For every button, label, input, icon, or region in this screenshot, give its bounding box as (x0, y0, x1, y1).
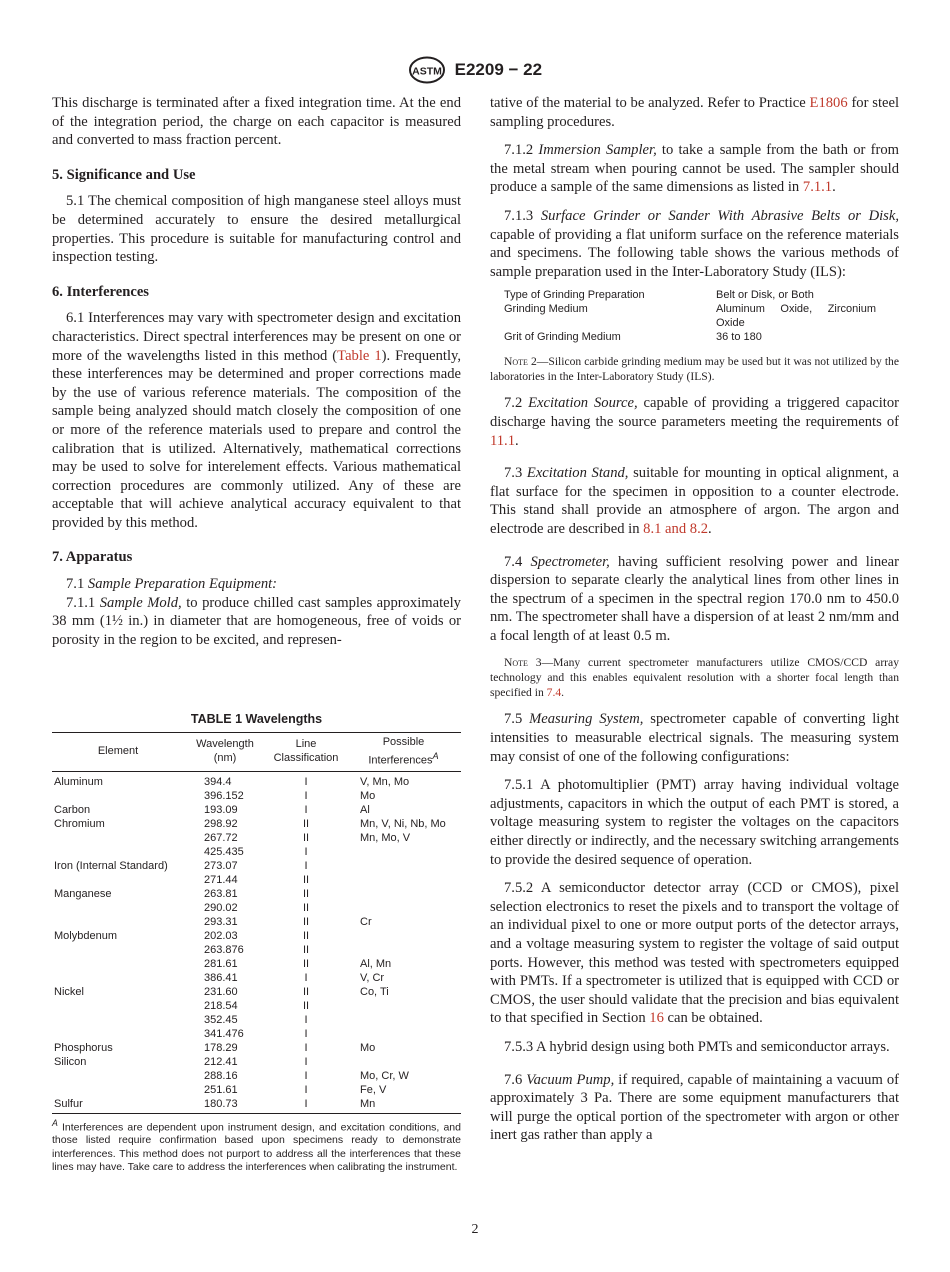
cell-interferences: Mn, V, Ni, Nb, Mo (360, 817, 446, 830)
cell-line-classification: I (304, 803, 308, 816)
table-row (52, 901, 461, 915)
cell-interferences: Mn, Mo, V (360, 831, 411, 844)
note-3: Note 3—Many current spectrometer manufacturers utilize CMOS/CCD array technology and this enables equivalent resolution with a shorter focal length than specified in 7.4. (490, 656, 899, 700)
paragraph-7-4: 7.4 Spectrometer, having sufficient resolving power and linear dispersion to separate clearly the analytical lines from other lines in the spectrum of a specimen in the spectral region 170.0 nm to 450.0 nm. The spectrometer shall have a dispersion of at least 2 nm/mm and a focal length of at least 0.5 m. (490, 553, 899, 644)
col-header-interferences: Possible Interferences$^A$ (368, 736, 439, 767)
cell-interferences: Al (360, 803, 370, 816)
cell-element: Carbon (54, 803, 91, 816)
section-11-1-link[interactable]: 11.1 (490, 432, 515, 449)
cell-line-classification: II (302, 831, 310, 844)
cell-wavelength: 425.435 (204, 845, 244, 858)
section-7-heading: 7. Apparatus (52, 549, 133, 566)
section-5-heading: 5. Significance and Use (52, 166, 196, 183)
table-row (52, 971, 461, 985)
left-column (52, 94, 461, 649)
cell-line-classification: I (304, 789, 308, 802)
cell-line-classification: II (302, 817, 310, 830)
cell-interferences (346, 929, 461, 943)
cell-line-classification: II (302, 887, 310, 900)
section-7-1-1-link[interactable]: 7.1.1 (802, 179, 833, 196)
cell-interferences (346, 943, 461, 957)
table-row (52, 845, 461, 859)
table-body (52, 771, 461, 1113)
table-row (52, 1097, 461, 1114)
cell-interferences (346, 999, 461, 1013)
cell-wavelength: 218.54 (204, 999, 238, 1012)
cell-wavelength: 202.03 (204, 929, 238, 942)
cell-wavelength: 394.4 (204, 775, 232, 788)
prep-row: Grinding Medium Aluminum Oxide, Zirconium Oxide (504, 303, 876, 330)
cell-interferences: Fe, V (360, 1083, 387, 1096)
cell-element (52, 1027, 184, 1041)
cell-element (52, 957, 184, 971)
grinding-prep-table (504, 288, 899, 344)
section-7-4-link[interactable]: 7.4 (546, 686, 562, 700)
cell-element: Sulfur (54, 1097, 83, 1110)
table-row (52, 943, 461, 957)
cell-line-classification: II (302, 929, 310, 942)
cell-line-classification: II (302, 915, 310, 928)
col-header-wavelength: Wavelength (nm) (196, 738, 254, 764)
cell-interferences (346, 873, 461, 887)
table-row (52, 1041, 461, 1055)
cell-element (52, 873, 184, 887)
paragraph-7-1-3: 7.1.3 Surface Grinder or Sander With Abrasive Belts or Disk, capable of providing a flat uniform surface on the reference materials and specimens. The following table shows the various methods of sample preparation used in the Inter-Laboratory Study (ILS): (490, 207, 899, 280)
table-row (52, 999, 461, 1013)
table-1-link[interactable]: Table 1 (337, 347, 382, 364)
cell-wavelength: 290.02 (204, 901, 238, 914)
cell-interferences (346, 1055, 461, 1069)
cell-element (52, 831, 184, 845)
cell-element: Iron (Internal Standard) (54, 859, 168, 872)
cell-element (52, 1013, 184, 1027)
paragraph-7-5-2: 7.5.2 A semiconductor detector array (CCD or CMOS), pixel selection electronics to reset the pixels and to transport the voltage of an individual pixel to one or more output ports of the detector arrays, and a voltage measuring system to register the voltage of said output ports. However, this method was tested with spectrometers equipped with PMTs. If a spectrometer is utilized that is equipped with CCD or CMOS, the user should validate that the precision and bias equivalent to that specified in Section 16 can be obtained. (490, 880, 899, 1027)
cell-element: Phosphorus (54, 1041, 113, 1054)
section-8-1-8-2-link[interactable]: 8.1 and 8.2 (643, 520, 709, 537)
table-row (52, 1069, 461, 1083)
cell-wavelength: 386.41 (204, 971, 238, 984)
cell-interferences: Mo (360, 789, 376, 802)
cell-element: Manganese (54, 887, 112, 900)
table-header-row (52, 733, 461, 772)
table-row (52, 817, 461, 831)
cell-interferences: Mn (360, 1097, 376, 1110)
cell-wavelength: 352.45 (204, 1013, 238, 1026)
cell-wavelength: 396.152 (204, 789, 244, 802)
cell-wavelength: 178.29 (204, 1041, 238, 1054)
paragraph-7-2: 7.2 Excitation Source, capable of providing a triggered capacitor discharge having the source parameters meeting the requirements of 11.1. (490, 395, 899, 449)
cell-interferences: Mo, Cr, W (360, 1069, 409, 1082)
cell-interferences (346, 887, 461, 901)
page-number: 2 (471, 1222, 479, 1237)
table-row (52, 915, 461, 929)
cell-line-classification: I (304, 1097, 308, 1110)
col-header-line-classification: Line Classification (273, 738, 339, 764)
paragraph-7-5: 7.5 Measuring System, spectrometer capable of converting light intensities to measurable electrical signals. The measuring system may consist of one of the following configurations: (490, 711, 899, 765)
cell-interferences: Cr (360, 915, 372, 928)
cell-element: Aluminum (54, 775, 103, 788)
cell-wavelength: 341.476 (204, 1027, 244, 1040)
table-row (52, 771, 461, 789)
table-row (52, 1083, 461, 1097)
cell-interferences (346, 901, 461, 915)
cell-element: Chromium (54, 817, 105, 830)
cell-interferences (346, 859, 461, 873)
cell-wavelength: 267.72 (204, 831, 238, 844)
cell-element (52, 943, 184, 957)
cell-element (52, 999, 184, 1013)
cell-interferences: Al, Mn (360, 957, 392, 970)
cell-wavelength: 288.16 (204, 1069, 238, 1082)
cell-line-classification: II (302, 985, 310, 998)
cell-line-classification: I (304, 1055, 308, 1068)
cell-element (52, 1083, 184, 1097)
paragraph-7-1-1: 7.1.1 Sample Mold, to produce chilled cast samples approximately 38 mm (1½ in.) in diameter that are homogeneous, free of voids or porosity in the region to be excited, and represen- (52, 594, 461, 648)
cell-wavelength: 298.92 (204, 817, 238, 830)
cell-element (52, 971, 184, 985)
cell-interferences: V, Mn, Mo (360, 775, 410, 788)
right-column (490, 94, 899, 1145)
section-16-link[interactable]: 16 (649, 1010, 664, 1027)
cell-wavelength: 193.09 (204, 803, 238, 816)
cell-line-classification: I (304, 845, 308, 858)
cell-line-classification: II (302, 957, 310, 970)
paragraph-7-5-3: 7.5.3 A hybrid design using both PMTs and semiconductor arrays. (504, 1038, 890, 1055)
cell-wavelength: 263.876 (204, 943, 244, 956)
table-row (52, 859, 461, 873)
paragraph-7-6: 7.6 Vacuum Pump, if required, capable of maintaining a vacuum of approximately 3 Pa. There are some equipment manufacturers that will purge the optical portion of the spectrometer with argon or other inert gas rather than apply a (490, 1071, 899, 1144)
cell-wavelength: 293.31 (204, 915, 238, 928)
cell-line-classification: II (302, 901, 310, 914)
table-row (52, 957, 461, 971)
table-row (52, 1013, 461, 1027)
cell-interferences: Co, Ti (360, 985, 389, 998)
col-header-element: Element (97, 745, 139, 758)
cell-element (52, 1069, 184, 1083)
cell-interferences: V, Cr (360, 971, 385, 984)
table-row (52, 831, 461, 845)
cell-interferences (346, 845, 461, 859)
cell-interferences: Mo (360, 1041, 376, 1054)
prep-row: Grit of Grinding Medium 36 to 180 (504, 331, 762, 344)
note-2: Note 2—Silicon carbide grinding medium may be used but it was not utilized by the laboratories in the Inter-Laboratory Study (ILS). (490, 355, 899, 384)
cell-line-classification: I (304, 971, 308, 984)
cell-wavelength: 212.41 (204, 1055, 238, 1068)
cell-wavelength: 180.73 (204, 1097, 238, 1110)
cell-element (52, 789, 184, 803)
table-row (52, 1055, 461, 1069)
table-row (52, 985, 461, 999)
cell-wavelength: 231.60 (204, 985, 238, 998)
cell-line-classification: I (304, 1013, 308, 1026)
cell-interferences (346, 1013, 461, 1027)
cell-element: Nickel (54, 985, 84, 998)
cell-line-classification: I (304, 1069, 308, 1082)
paragraph-7-1-2: 7.1.2 Immersion Sampler, to take a sample from the bath or from the metal stream when pouring cannot be used. The sampler should produce a sample of the same dimensions as listed in 7.1.1. (490, 142, 899, 196)
table-1 (52, 712, 461, 1174)
paragraph-continued: This discharge is terminated after a fixed integration time. At the end of the integration period, the charge on each capacitor is measured and converted to mass fraction percent. (52, 95, 461, 149)
cell-element: Silicon (54, 1055, 87, 1068)
cell-line-classification: I (304, 775, 308, 788)
table-row (52, 929, 461, 943)
paragraph-7-3: 7.3 Excitation Stand, suitable for mounting in optical alignment, a flat surface for the specimen in opposition to a counter electrode. This stand shall provide an atmosphere of argon. The argon and electrode are described in 8.1 and 8.2. (490, 465, 899, 537)
paragraph-7-1-1-continued: tative of the material to be analyzed. Refer to Practice E1806 for steel sampling procedures. (490, 95, 900, 130)
cell-line-classification: II (302, 943, 310, 956)
cell-line-classification: I (304, 1083, 308, 1096)
table-1-footnote: $^A$ Interferences are dependent upon instrument design, and excitation conditions, and those listed require confirmation based upon specimens ready to demonstrate interferences. This method does not purport to address all the interferences that these lines may have. Take care to address the interferences when calibrating the instrument. (52, 1117, 461, 1174)
cell-line-classification: I (304, 1027, 308, 1040)
section-6-heading: 6. Interferences (52, 283, 149, 300)
paragraph-7-5-1: 7.5.1 A photomultiplier (PMT) array having individual voltage adjustments, capacitors in which the output of each PMT is stored, a voltage measuring system to register the voltages on the capacitors either directly or indirectly, and the necessary switching arrangements to provide the desired sequence of operation. (490, 777, 899, 868)
cell-interferences (346, 1027, 461, 1041)
table-row (52, 803, 461, 817)
prep-row: Type of Grinding Preparation Belt or Disk, or Both (504, 289, 814, 302)
cell-wavelength: 263.81 (204, 887, 238, 900)
paragraph-5-1: 5.1 The chemical composition of high manganese steel alloys must be determined accurately to ensure the desired metallurgical properties. This procedure is suitable for manufacturing control and inspection testing. (52, 193, 461, 266)
cell-wavelength: 271.44 (204, 873, 238, 886)
cell-line-classification: II (302, 873, 310, 886)
page-header (0, 56, 950, 84)
table-row (52, 887, 461, 901)
table-row (52, 789, 461, 803)
astm-logo (408, 56, 446, 84)
paragraph-6-1: 6.1 Interferences may vary with spectrometer design and excitation characteristics. Direct spectral interferences may be present on one or more of the wavelengths listed in this method (Table 1). Frequently, these interferences may be determined and proper corrections made by the use of various reference materials. The composition of the sample being analyzed should match closely the composition of one or more of the reference materials used to prepare and control the calibration that is utilized. Alternatively, mathematical corrections may be used to solve for interelement effects. Various mathematical correction procedures are commonly utilized. Any of these are acceptable that will achieve analytical accuracy equivalent to that provided by this method. (52, 310, 462, 531)
wavelength-table (52, 732, 461, 1114)
standard-designation: E2209 − 22 (454, 60, 543, 79)
table-1-caption: TABLE 1 Wavelengths (190, 712, 323, 726)
cell-wavelength: 251.61 (204, 1083, 238, 1096)
cell-line-classification: I (304, 859, 308, 872)
table-row (52, 873, 461, 887)
e1806-link[interactable]: E1806 (809, 95, 848, 111)
paragraph-7-1: 7.1 Sample Preparation Equipment: (66, 576, 278, 593)
cell-line-classification: II (302, 999, 310, 1012)
cell-element (52, 901, 184, 915)
cell-element: Molybdenum (54, 929, 117, 942)
cell-wavelength: 273.07 (204, 859, 238, 872)
cell-line-classification: I (304, 1041, 308, 1054)
cell-element (52, 845, 184, 859)
cell-wavelength: 281.61 (204, 957, 238, 970)
table-row (52, 1027, 461, 1041)
cell-element (52, 915, 184, 929)
astm-logo-text: ASTM (412, 65, 442, 78)
